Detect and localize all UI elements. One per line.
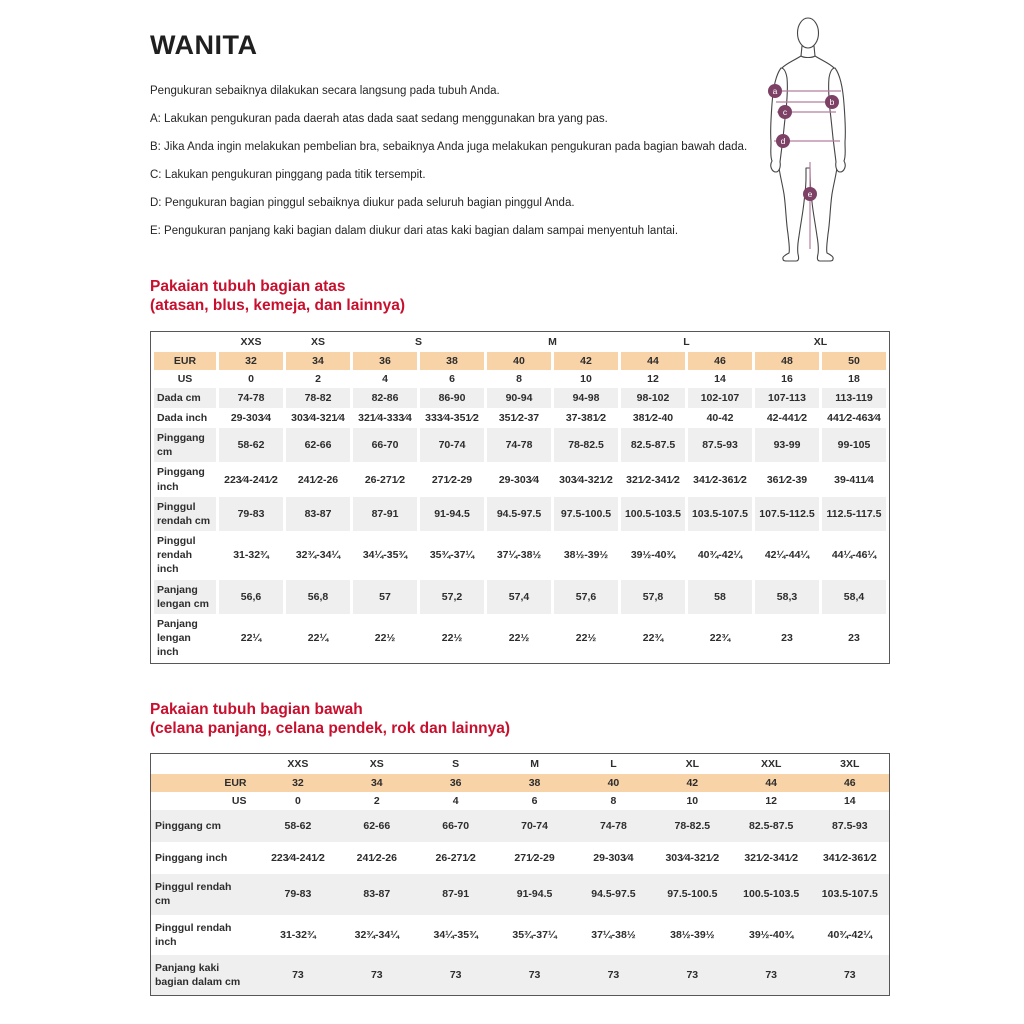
eur-value-cell: 38 [420,352,484,370]
value-cell: 90-94 [487,388,551,408]
value-cell: 37-381⁄2 [565,412,607,424]
measure-row [151,874,890,914]
value-cell: 39½-40¾ [749,928,794,941]
value-cell: 321⁄2-341⁄2 [626,473,680,486]
value-cell: 341⁄2-361⁄2 [822,852,877,865]
measure-label-cell: Dada inch [157,411,208,424]
value-cell: 58 [688,580,752,614]
value-cell: 78-82 [286,388,350,408]
value-cell: 31-32¾ [233,549,269,562]
measure-label-cell: Pinggang inch [155,852,228,865]
value-cell: 73 [416,955,495,996]
eur-value-cell: 36 [353,352,417,370]
marker-d-label: d [780,135,786,146]
us-value-cell: 4 [452,795,459,808]
value-cell: 57,4 [487,580,551,614]
value-cell: 94.5-97.5 [487,497,551,531]
us-value-cell: 0 [295,795,301,808]
size-label-cell: XS [369,758,384,771]
value-cell: 32¾-34¼ [295,549,341,562]
value-cell: 39-411⁄4 [834,473,874,486]
measure-row [151,810,890,842]
value-cell: 22½ [374,632,396,645]
corner-cell [154,332,216,352]
value-cell: 37¼-38½ [591,928,636,941]
us-value-cell: 14 [843,795,856,808]
us-row [151,792,890,810]
value-cell: 40-42 [706,412,734,424]
us-value-cell: 16 [781,372,793,385]
marker-b-label: b [829,96,835,107]
page-title: WANITA [150,30,258,60]
value-cell: 107-113 [755,388,819,408]
tops-heading-line1: Pakaian tubuh bagian atas [150,278,346,295]
value-cell: 303⁄4-321⁄4 [291,412,345,424]
value-cell: 107.5-112.5 [755,497,819,531]
value-cell: 57,8 [621,580,685,614]
value-cell: 35¾-37¼ [429,549,475,562]
value-cell: 42-441⁄2 [766,412,808,424]
us-value-cell: 10 [686,795,699,808]
eur-value-cell: 44 [621,352,685,370]
value-cell: 58-62 [219,428,283,462]
measure-label-cell: Pinggul rendah inch [157,535,196,576]
value-cell: 58-62 [259,810,338,842]
tops-size-table [150,331,890,664]
us-value-cell: 14 [714,372,726,385]
eur-value-cell: 48 [755,352,819,370]
eur-value-cell: 40 [574,774,653,792]
measure-row [154,531,886,580]
measure-row [154,408,886,428]
value-cell: 29-303⁄4 [230,412,272,424]
value-cell: 87.5-93 [688,428,752,462]
size-label-cell: XXL [760,758,782,771]
eur-row [151,774,890,792]
value-cell: 74-78 [487,428,551,462]
value-cell: 23 [848,632,860,645]
body-measurement-figure [752,16,870,264]
head-outline [798,18,819,48]
tops-heading-line2: (atasan, blus, kemeja, dan lainnya) [150,297,405,315]
value-cell: 26-271⁄2 [435,852,476,865]
value-cell: 94-98 [554,388,618,408]
value-cell: 303⁄4-321⁄2 [665,852,720,865]
corner-cell [151,754,259,775]
value-cell: 62-66 [286,428,350,462]
value-cell: 44¼-46¼ [831,549,877,562]
instruction-c: C: Lakukan pengukuran pinggang pada titik tersempit. [150,169,426,181]
value-cell: 79-83 [219,497,283,531]
value-cell: 34¼-35¾ [433,928,478,941]
eur-value-cell: 34 [286,352,350,370]
value-cell: 22½ [575,632,597,645]
value-cell: 82.5-87.5 [621,428,685,462]
size-group-row [154,332,886,352]
value-cell: 26-271⁄2 [364,473,406,486]
value-cell: 23 [781,632,793,645]
value-cell: 87.5-93 [811,810,890,842]
value-cell: 73 [732,955,811,996]
value-cell: 22¾ [642,632,664,645]
value-cell: 73 [259,955,338,996]
value-cell: 87-91 [353,497,417,531]
body-figure-svg [752,16,870,264]
value-cell: 29-303⁄4 [593,852,634,865]
eur-value-cell: 36 [416,774,495,792]
us-value-cell: 8 [610,795,617,808]
measure-row [154,388,886,408]
value-cell: 73 [337,955,416,996]
value-cell: 40¾-42¼ [827,928,872,941]
measure-label-cell: Pinggang cm [151,810,259,842]
value-cell: 361⁄2-39 [766,473,808,486]
value-cell: 113-119 [822,388,886,408]
value-cell: 73 [653,955,732,996]
us-value-cell: 2 [315,372,321,385]
measure-row [151,842,890,874]
size-label-cell: XS [310,335,325,348]
measure-label-cell: Pinggul rendah cm [151,874,259,914]
us-label-cell: US [177,372,193,385]
value-cell: 34¼-35¾ [362,549,408,562]
eur-value-cell: 40 [487,352,551,370]
value-cell: 223⁄4-241⁄2 [271,852,325,865]
measure-label-cell: Pinggang cm [154,428,216,462]
value-cell: 271⁄2-29 [431,473,473,486]
size-label-cell: L [683,335,690,348]
value-cell: 70-74 [420,428,484,462]
value-cell: 57,6 [554,580,618,614]
value-cell: 74-78 [219,388,283,408]
value-cell: 29-303⁄4 [498,473,540,486]
tops-section-heading [150,277,890,316]
value-cell: 103.5-107.5 [688,497,752,531]
value-cell: 241⁄2-26 [297,473,339,486]
eur-value-cell: 46 [811,774,890,792]
value-cell: 83-87 [286,497,350,531]
eur-value-cell: 34 [337,774,416,792]
marker-a-label: a [772,85,778,96]
size-label-cell: M [530,758,539,771]
value-cell: 37¼-38½ [496,549,542,562]
intro-text: Pengukuran sebaiknya dilakukan secara langsung pada tubuh Anda. [150,85,500,97]
value-cell: 22½ [441,632,463,645]
size-label-cell: M [548,335,557,348]
value-cell: 22¾ [709,632,731,645]
measure-row [154,428,886,462]
value-cell: 99-105 [822,428,886,462]
value-cell: 58,4 [822,580,886,614]
value-cell: 38½-39½ [670,928,715,941]
value-cell: 62-66 [337,810,416,842]
value-cell: 94.5-97.5 [574,874,653,914]
us-value-cell: 4 [382,372,388,385]
us-value-cell: 12 [765,795,778,808]
value-cell: 341⁄2-361⁄2 [693,473,747,486]
size-label-cell: L [610,758,617,771]
value-cell: 271⁄2-29 [514,852,555,865]
value-cell: 56,6 [219,580,283,614]
bottoms-heading-line2: (celana panjang, celana pendek, rok dan lainnya) [150,719,511,737]
value-cell: 86-90 [420,388,484,408]
measure-label-cell: Pinggul rendah inch [155,921,232,948]
marker-e-label: e [807,188,813,199]
measure-row [151,915,890,955]
bottoms-size-table [150,753,890,996]
value-cell: 32¾-34¼ [354,928,399,941]
value-cell: 321⁄2-341⁄2 [744,852,799,865]
size-label-cell: XL [685,758,700,771]
measure-label-cell: Panjang lengan inch [157,617,198,659]
measure-label-cell: Dada cm [154,388,216,408]
value-cell: 97.5-100.5 [554,497,618,531]
value-cell: 73 [495,955,574,996]
value-cell: 22¼ [307,632,329,645]
measure-row [151,955,890,996]
value-cell: 333⁄4-351⁄2 [425,412,479,424]
value-cell: 87-91 [416,874,495,914]
value-cell: 42¼-44¼ [764,549,810,562]
us-value-cell: 12 [647,372,659,385]
us-value-cell: 6 [449,372,455,385]
eur-label-cell: EUR [154,352,216,370]
value-cell: 321⁄4-333⁄4 [358,412,412,424]
value-cell: 381⁄2-40 [632,412,674,424]
measure-row [154,614,886,663]
size-label-cell: S [452,758,460,771]
value-cell: 102-107 [688,388,752,408]
value-cell: 22½ [508,632,530,645]
size-label-cell: 3XL [840,758,860,771]
value-cell: 303⁄4-321⁄2 [559,473,613,486]
value-cell: 100.5-103.5 [732,874,811,914]
measure-label-cell: Pinggul rendah cm [154,497,216,531]
measure-row [154,497,886,531]
us-value-cell: 18 [848,372,860,385]
measure-label-cell: Panjang lengan cm [154,580,216,614]
value-cell: 57 [353,580,417,614]
measure-row [154,462,886,496]
value-cell: 98-102 [621,388,685,408]
eur-label-cell: EUR [151,774,259,792]
value-cell: 441⁄2-463⁄4 [827,412,881,424]
instruction-e: E: Pengukuran panjang kaki bagian dalam diukur dari atas kaki bagian dalam sampai menyentuh lantai. [150,225,679,237]
value-cell: 31-32¾ [280,928,316,941]
value-cell: 40¾-42¼ [697,549,743,562]
value-cell: 66-70 [416,810,495,842]
eur-value-cell: 50 [822,352,886,370]
eur-value-cell: 38 [495,774,574,792]
value-cell: 82.5-87.5 [732,810,811,842]
value-cell: 83-87 [337,874,416,914]
eur-value-cell: 42 [554,352,618,370]
size-label-cell: XXS [240,335,262,348]
instruction-b: B: Jika Anda ingin melakukan pembelian bra, sebaiknya Anda juga melakukan pengukuran pada bagian bawah dada. [150,141,748,153]
value-cell: 39½-40¾ [630,549,676,562]
eur-value-cell: 32 [219,352,283,370]
eur-value-cell: 44 [732,774,811,792]
instruction-d: D: Pengukuran bagian pinggul sebaiknya diukur pada seluruh bagian pinggul Anda. [150,197,575,209]
value-cell: 66-70 [353,428,417,462]
value-cell: 241⁄2-26 [356,852,397,865]
instruction-a: A: Lakukan pengukuran pada daerah atas dada saat sedang menggunakan bra yang pas. [150,113,608,125]
value-cell: 79-83 [259,874,338,914]
value-cell: 351⁄2-37 [498,412,540,424]
value-cell: 112.5-117.5 [822,497,886,531]
eur-value-cell: 32 [259,774,338,792]
value-cell: 78-82.5 [554,428,618,462]
value-cell: 73 [574,955,653,996]
value-cell: 103.5-107.5 [811,874,890,914]
value-cell: 97.5-100.5 [653,874,732,914]
us-value-cell: 2 [373,795,380,808]
value-cell: 91-94.5 [495,874,574,914]
us-value-cell: 0 [248,372,254,385]
value-cell: 100.5-103.5 [621,497,685,531]
value-cell: 82-86 [353,388,417,408]
value-cell: 91-94.5 [420,497,484,531]
value-cell: 57,2 [420,580,484,614]
marker-c-label: c [782,106,788,117]
value-cell: 78-82.5 [653,810,732,842]
size-group-row [151,754,890,775]
us-value-cell: 10 [580,372,592,385]
value-cell: 74-78 [574,810,653,842]
value-cell: 70-74 [495,810,574,842]
size-label-cell: XL [813,335,828,348]
value-cell: 56,8 [286,580,350,614]
size-label-cell: XXS [287,758,309,771]
value-cell: 35¾-37¼ [512,928,557,941]
value-cell: 73 [811,955,890,996]
value-cell: 38½-39½ [563,549,609,562]
size-label-cell: S [414,335,422,348]
eur-value-cell: 42 [653,774,732,792]
measure-label-cell: Panjang kaki bagian dalam cm [151,955,259,996]
us-value-cell: 8 [516,372,522,385]
value-cell: 22¼ [240,632,262,645]
bottoms-section-heading [150,700,890,739]
bottoms-heading-line1: Pakaian tubuh bagian bawah [150,700,363,718]
us-label-cell: US [231,795,247,808]
value-cell: 58,3 [755,580,819,614]
measure-label-cell: Pinggang inch [157,466,205,493]
eur-value-cell: 46 [688,352,752,370]
eur-row [154,352,886,370]
us-value-cell: 6 [531,795,538,808]
value-cell: 93-99 [755,428,819,462]
value-cell: 223⁄4-241⁄2 [224,473,278,486]
measure-row [154,580,886,614]
us-row [154,370,886,388]
